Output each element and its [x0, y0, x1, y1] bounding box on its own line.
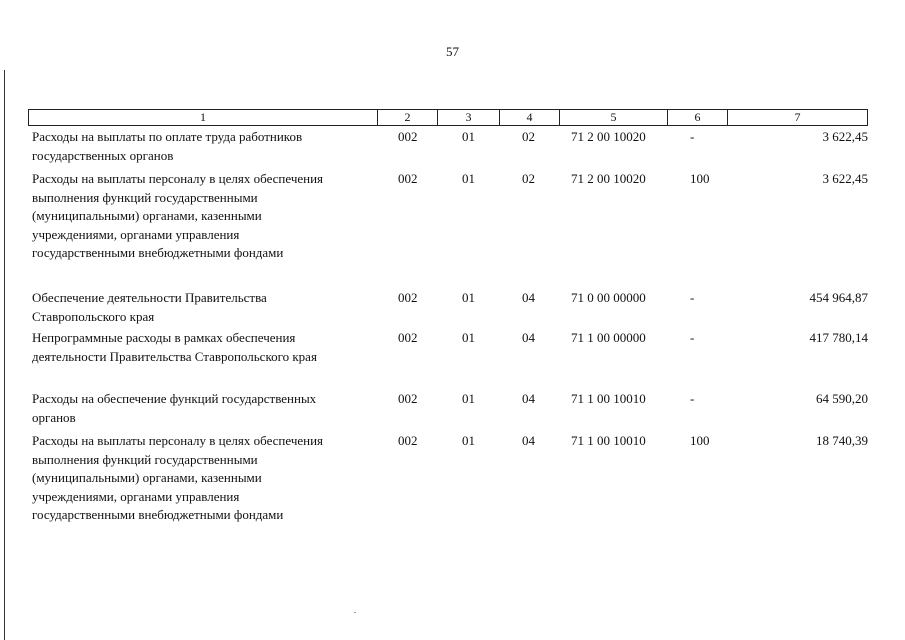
- expense-name-line: Непрограммные расходы в рамках обеспечения: [32, 330, 296, 345]
- col-6-value: -: [690, 290, 695, 305]
- expense-name: [32, 170, 380, 263]
- expense-name-line: Обеспечение деятельности Правительства: [32, 290, 267, 305]
- amount-value: 454 964,87: [809, 290, 868, 305]
- col-5-value: 71 1 00 10010: [571, 433, 646, 448]
- expense-name-line: (муниципальными) органами, казенными: [32, 470, 262, 485]
- scan-speck: [354, 612, 356, 613]
- expense-name-line: Ставропольского края: [32, 308, 155, 324]
- expense-name-line: органов: [32, 409, 76, 425]
- col-4-value: 04: [522, 391, 535, 406]
- col-4-value: 02: [522, 171, 535, 186]
- amount-value: 18 740,39: [816, 433, 868, 448]
- amount-value: 64 590,20: [816, 391, 868, 406]
- expense-name-line: государственных органов: [32, 147, 174, 163]
- col-6-value: -: [690, 129, 695, 144]
- col-3-value: 01: [462, 433, 475, 448]
- col-4-value: 04: [522, 330, 535, 345]
- header-col-4: 4: [526, 110, 533, 124]
- col-5-value: 71 1 00 00000: [571, 330, 646, 345]
- col-5-value: 71 1 00 10010: [571, 391, 646, 406]
- header-col-1: 1: [200, 110, 206, 124]
- col-5-value: 71 2 00 10020: [571, 171, 646, 186]
- expense-name: [32, 329, 380, 366]
- expense-name: [32, 128, 380, 165]
- expense-name: [32, 289, 380, 326]
- expense-name: [32, 390, 380, 427]
- expense-name-line: учреждениями, органами управления: [32, 226, 240, 242]
- col-4-value: 04: [522, 433, 535, 448]
- expense-name-line: деятельности Правительства Ставропольского края: [32, 348, 317, 364]
- col-6-value: 100: [690, 433, 710, 448]
- col-2-value: 002: [398, 290, 418, 305]
- table-header: [28, 109, 868, 126]
- expense-name-line: государственными внебюджетными фондами: [32, 507, 284, 522]
- col-4-value: 04: [522, 290, 535, 305]
- col-3-value: 01: [462, 290, 475, 305]
- expense-name-line: Расходы на выплаты персоналу в целях обеспечения: [32, 433, 324, 448]
- col-5-value: 71 0 00 00000: [571, 290, 646, 305]
- col-3-value: 01: [462, 391, 475, 406]
- expense-name-line: выполнения функций государственными: [32, 189, 258, 205]
- header-col-3: 3: [465, 110, 472, 124]
- col-6-value: 100: [690, 171, 710, 186]
- page-number: 57: [446, 44, 459, 59]
- col-3-value: 01: [462, 171, 475, 186]
- col-4-value: 02: [522, 129, 535, 144]
- amount-value: 417 780,14: [809, 330, 868, 345]
- col-2-value: 002: [398, 129, 418, 144]
- col-6-value: -: [690, 391, 695, 406]
- expense-name-line: учреждениями, органами управления: [32, 488, 240, 504]
- header-col-7: 7: [794, 110, 801, 124]
- header-col-6: 6: [694, 110, 701, 124]
- amount-value: 3 622,45: [822, 171, 868, 186]
- expense-name: [32, 432, 380, 525]
- expense-name-line: Расходы на выплаты персоналу в целях обеспечения: [32, 171, 324, 186]
- expense-name-line: Расходы на обеспечение функций государственных: [32, 391, 317, 406]
- col-2-value: 002: [398, 391, 418, 406]
- col-3-value: 01: [462, 330, 475, 345]
- expense-name-line: государственными внебюджетными фондами: [32, 245, 284, 260]
- header-col-2: 2: [404, 110, 411, 124]
- col-2-value: 002: [398, 171, 418, 186]
- col-2-value: 002: [398, 433, 418, 448]
- expense-name-line: Расходы на выплаты по оплате труда работников: [32, 129, 303, 144]
- col-3-value: 01: [462, 129, 475, 144]
- amount-value: 3 622,45: [822, 129, 868, 144]
- col-5-value: 71 2 00 10020: [571, 129, 646, 144]
- expense-name-line: выполнения функций государственными: [32, 451, 258, 467]
- col-2-value: 002: [398, 330, 418, 345]
- col-6-value: -: [690, 330, 695, 345]
- page-margin-line: [4, 70, 5, 640]
- expense-name-line: (муниципальными) органами, казенными: [32, 208, 262, 223]
- header-col-5: 5: [610, 110, 617, 124]
